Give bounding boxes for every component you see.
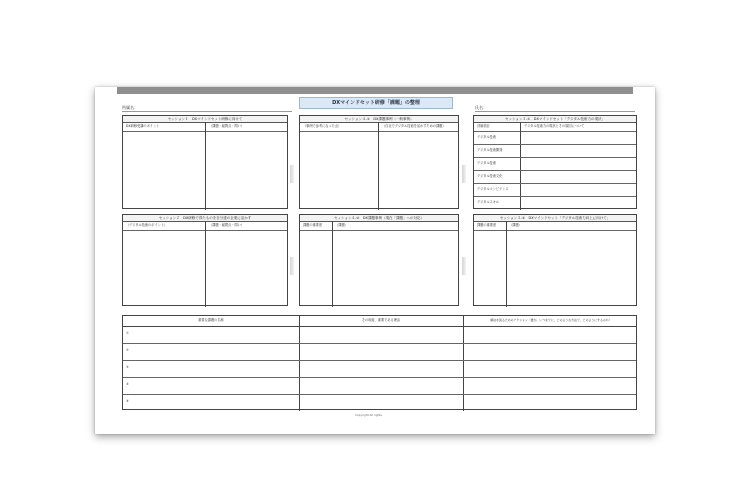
summary-row-number: ⑤ — [126, 399, 129, 403]
session4b-col1-label: 課題の重要度 — [303, 223, 323, 227]
session4a-header: セッション４-① DX課題事例（一般事例） — [300, 116, 458, 123]
session4a-divider — [378, 122, 379, 210]
eval-row-label: デジタル技術 — [477, 161, 496, 165]
top-gray-bar — [117, 87, 633, 94]
name-underline — [475, 111, 635, 112]
summary-row-number: ① — [126, 331, 129, 335]
session3a-header: セッション３-① DXマインドセット「デジタル技術力の現状」 — [474, 116, 636, 123]
session4a-panel — [299, 115, 459, 209]
session2-col1-label: （デジタル技術のポイント） — [126, 223, 168, 227]
arrow-center-top — [462, 165, 466, 183]
summary-row-number: ② — [126, 348, 129, 352]
summary-table — [122, 315, 637, 410]
eval-row-line — [474, 157, 636, 158]
eval-row-label: デジタルコンピテンス — [477, 187, 509, 191]
session4a-col2-label: （自社でデジタル技術を活かすための課題） — [382, 124, 446, 128]
summary-row-line — [123, 394, 636, 395]
session3b-divider — [506, 221, 507, 307]
session4b-panel — [299, 214, 459, 306]
session3b-subheader-line — [474, 230, 636, 231]
session4b-subheader-line — [300, 230, 458, 231]
eval-row-label: デジタル技術 — [477, 135, 496, 139]
session4a-subheader-line — [300, 131, 458, 132]
session4a-col1-label: （事例で参考になった点） — [303, 124, 342, 128]
page-title: DXマインドセット研修「課題」の整理 — [299, 97, 453, 109]
session3b-header: セッション３-② DXマインドセット「デジタル技術力向上に向けて」 — [474, 215, 636, 222]
summary-row-number: ③ — [126, 365, 129, 369]
session1-divider — [205, 122, 206, 210]
session2-panel — [122, 214, 288, 306]
summary-row-line — [123, 360, 636, 361]
eval-row-line — [474, 183, 636, 184]
summary-col3-header: 解決を図るためのアクション（誰が、いつまでに、どのような方法で、どのようにするのか） — [490, 318, 612, 322]
session3a-col2-label: デジタル技術力の現状とその原因について — [524, 124, 585, 128]
summary-header-line — [123, 326, 636, 327]
session4b-col2-label: （課題） — [335, 223, 348, 227]
session1-col1-label: DX研修受講のポイント — [126, 124, 160, 128]
session2-divider — [205, 221, 206, 307]
session3b-col2-label: （課題） — [509, 223, 522, 227]
name-label: 氏名： — [475, 105, 487, 110]
eval-row-line — [474, 170, 636, 171]
summary-col1-header: 重要な課題の名称 — [198, 318, 224, 322]
arrow-left-top — [290, 165, 294, 183]
summary-col2-header: その取組、重要である理由 — [361, 318, 401, 322]
session3a-col1-label: 評価項目 — [477, 124, 490, 128]
session4b-header: セッション４-② DX課題事例（現在「課題」への対応） — [300, 215, 458, 222]
summary-row-number: ④ — [126, 382, 129, 386]
dept-underline — [122, 111, 292, 112]
eval-row-label: デジタル技術開発 — [477, 148, 503, 152]
session2-header: セッション２ DX研修で得たものを自分達の企業に活かす — [123, 215, 287, 222]
session1-header: セッション１ DXマインドセット研修に向けて — [123, 116, 287, 123]
session3a-panel — [473, 115, 637, 209]
summary-row-line — [123, 343, 636, 344]
summary-divider-1 — [299, 316, 300, 411]
eval-row-label: デジタル技術文化 — [477, 174, 503, 178]
eval-row-line — [474, 144, 636, 145]
session4b-divider — [332, 221, 333, 307]
worksheet-page — [95, 87, 655, 434]
page-footer: Copyright All rights — [355, 413, 382, 417]
session2-col2-label: （課題・疑問点・問い） — [209, 223, 245, 227]
eval-row-line — [474, 196, 636, 197]
session3b-panel — [473, 214, 637, 306]
session1-col2-label: （課題・疑問点・問い） — [209, 124, 245, 128]
dept-label: 所属名： — [122, 105, 138, 110]
eval-row-label: デジタルスキル — [477, 200, 499, 204]
arrow-left-bottom — [290, 257, 294, 275]
session1-panel — [122, 115, 288, 209]
session3a-subheader-line — [474, 131, 636, 132]
summary-row-line — [123, 377, 636, 378]
arrow-center-bottom — [462, 257, 466, 275]
summary-divider-2 — [463, 316, 464, 411]
session3b-col1-label: 課題の重要度 — [477, 223, 497, 227]
